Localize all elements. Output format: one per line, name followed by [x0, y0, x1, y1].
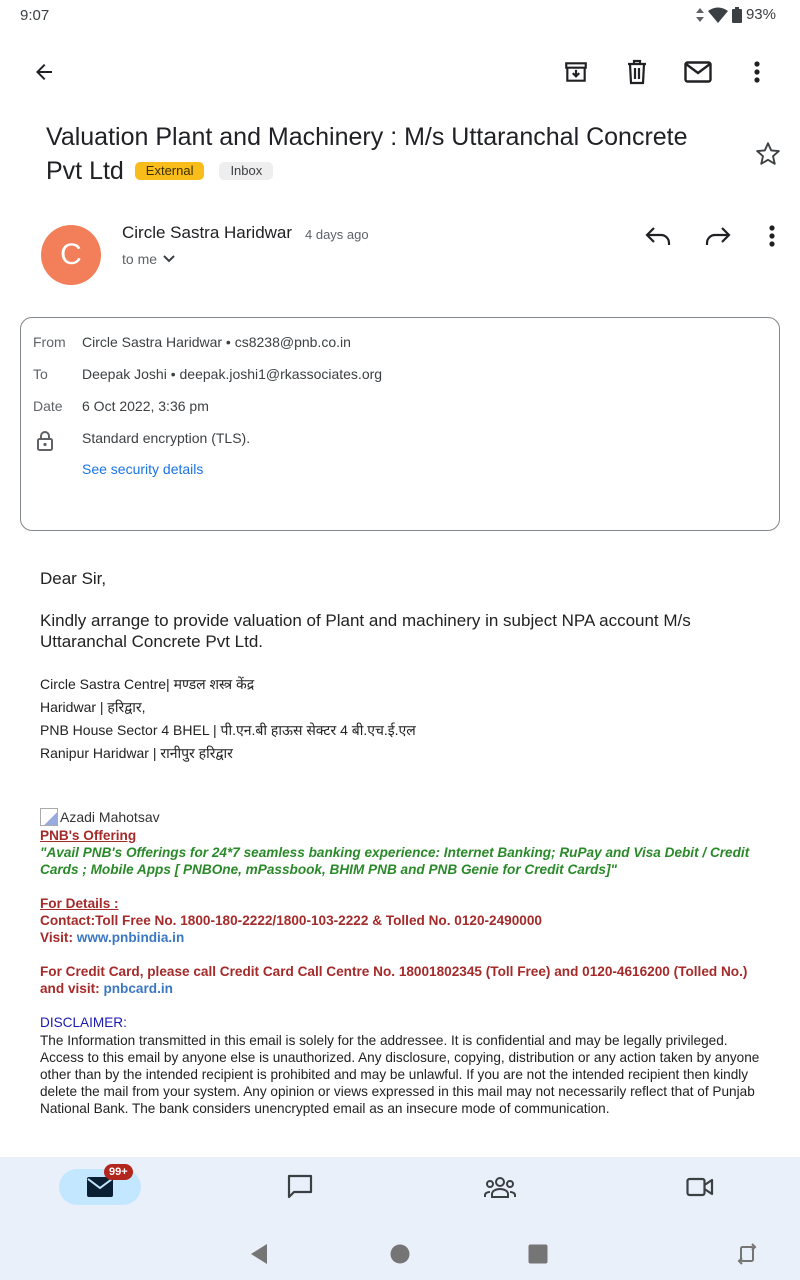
- subject-text: Valuation Plant and Machinery : M/s Uttaranchal Concrete Pvt Ltd: [46, 123, 688, 185]
- signature-line: PNB House Sector 4 BHEL | पी.एन.बी हाऊस सेक्टर 4 बी.एच.ई.एल: [40, 722, 416, 738]
- offering-text: "Avail PNB's Offerings for 24*7 seamless banking experience: Internet Banking; RuPay and Visa Debit / Credit Cards ; Mobile Apps [ PNBOne, mPassbook, BHIM PNB and PNB Genie for Credit Cards]": [40, 845, 750, 877]
- toolbar: [0, 44, 800, 100]
- signature-line: Circle Sastra Centre| मण्डल शस्त्र केंद्र: [40, 676, 255, 692]
- signature-block: [40, 673, 416, 765]
- system-home-icon[interactable]: [380, 1239, 420, 1269]
- status-bar: [0, 0, 800, 32]
- message-details-card: [20, 317, 780, 531]
- date-value: 6 Oct 2022, 3:36 pm: [82, 398, 209, 414]
- battery-level: 93%: [745, 6, 776, 23]
- lock-icon: [37, 431, 53, 451]
- from-value: Circle Sastra Haridwar • cs8238@pnb.co.in: [82, 334, 351, 350]
- security-details-link[interactable]: See security details: [82, 461, 204, 477]
- forward-icon[interactable]: [702, 220, 734, 252]
- status-time: 9:07: [20, 7, 50, 24]
- wifi-icon: [708, 7, 728, 23]
- credit-card-line: [40, 963, 765, 997]
- body-paragraph: Kindly arrange to provide valuation of Plant and machinery in subject NPA account M/s Uttaranchal Concrete Pvt Ltd.: [40, 611, 691, 651]
- from-label: From: [33, 334, 66, 350]
- recipient-toggle[interactable]: [122, 251, 175, 267]
- disclaimer-title: DISCLAIMER:: [40, 1015, 127, 1030]
- offering-title: PNB's Offering: [40, 828, 137, 843]
- disclaimer-text: The Information transmitted in this email is solely for the addressee. It is confidential and may be legally privileged. Access to this email by anyone else is unauthorized. Any disclosure, copying, distribution or any action taken by anyone other than by the intended recipient is prohibited and may be unlawful. If you are not the intended recipient then kindly delete the mail from your system. Any opinion or views expressed in this mail may not necessarily reflect that of Punjab National Bank. The bank considers unencrypted email as an insecure mode of communication.: [40, 1033, 760, 1116]
- email-subject: [46, 120, 726, 188]
- chevron-down-icon: [163, 255, 175, 263]
- system-back-icon[interactable]: [239, 1239, 279, 1269]
- to-value: Deepak Joshi • deepak.joshi1@rkassociates.org: [82, 366, 383, 382]
- system-recents-icon[interactable]: [518, 1239, 558, 1269]
- to-label: To: [33, 366, 48, 382]
- pnbcard-link[interactable]: pnbcard.in: [103, 981, 173, 996]
- nav-spaces[interactable]: [459, 1169, 541, 1205]
- azadi-mahotsav-image: [40, 808, 160, 826]
- status-icons: [696, 6, 776, 23]
- avatar[interactable]: C: [41, 225, 101, 285]
- visit-label: Visit:: [40, 930, 77, 945]
- pnbindia-link[interactable]: www.pnbindia.in: [76, 930, 185, 945]
- more-vert-icon[interactable]: [739, 54, 775, 90]
- date-label: Date: [33, 398, 63, 414]
- sender-name: Circle Sastra Haridwar: [122, 223, 293, 242]
- people-icon: [484, 1176, 516, 1198]
- external-badge: External: [135, 162, 205, 180]
- star-icon[interactable]: [754, 140, 782, 173]
- signature-line: Haridwar | हरिद्वार,: [40, 699, 146, 715]
- video-camera-icon: [686, 1177, 714, 1197]
- unread-count-badge: 99+: [104, 1164, 133, 1180]
- nav-meet[interactable]: [659, 1169, 741, 1205]
- bottom-navigation: [0, 1157, 800, 1280]
- recipient-summary: to me: [122, 251, 158, 267]
- back-icon[interactable]: [26, 54, 62, 90]
- visit-line: [40, 929, 765, 946]
- image-alt-text: Azadi Mahotsav: [60, 809, 160, 825]
- nav-chat[interactable]: [259, 1169, 341, 1205]
- message-more-icon[interactable]: [756, 220, 788, 252]
- inbox-label[interactable]: Inbox: [219, 162, 273, 180]
- mark-unread-icon[interactable]: [680, 54, 716, 90]
- chat-icon: [287, 1174, 313, 1200]
- battery-icon: [732, 7, 742, 23]
- contact-text: Contact:Toll Free No. 1800-180-2222/1800-103-2222 & Tolled No. 0120-2490000: [40, 913, 542, 928]
- reply-icon[interactable]: [642, 220, 674, 252]
- archive-icon[interactable]: [558, 54, 594, 90]
- rotate-screen-icon[interactable]: [727, 1239, 767, 1269]
- sender-time: 4 days ago: [305, 227, 369, 242]
- encryption-value: Standard encryption (TLS).: [82, 430, 251, 446]
- delete-icon[interactable]: [619, 54, 655, 90]
- mail-icon: [87, 1177, 113, 1197]
- signature-line: Ranipur Haridwar | रानीपुर हरिद्वार: [40, 745, 233, 761]
- data-arrows-icon: [696, 8, 704, 22]
- credit-card-text: For Credit Card, please call Credit Card Call Centre No. 18001802345 (Toll Free) and 0120-4616200 (Tolled No.) and visit:: [40, 964, 748, 996]
- greeting: Dear Sir,: [40, 569, 107, 588]
- broken-image-icon: [40, 808, 58, 826]
- details-title: For Details :: [40, 896, 119, 911]
